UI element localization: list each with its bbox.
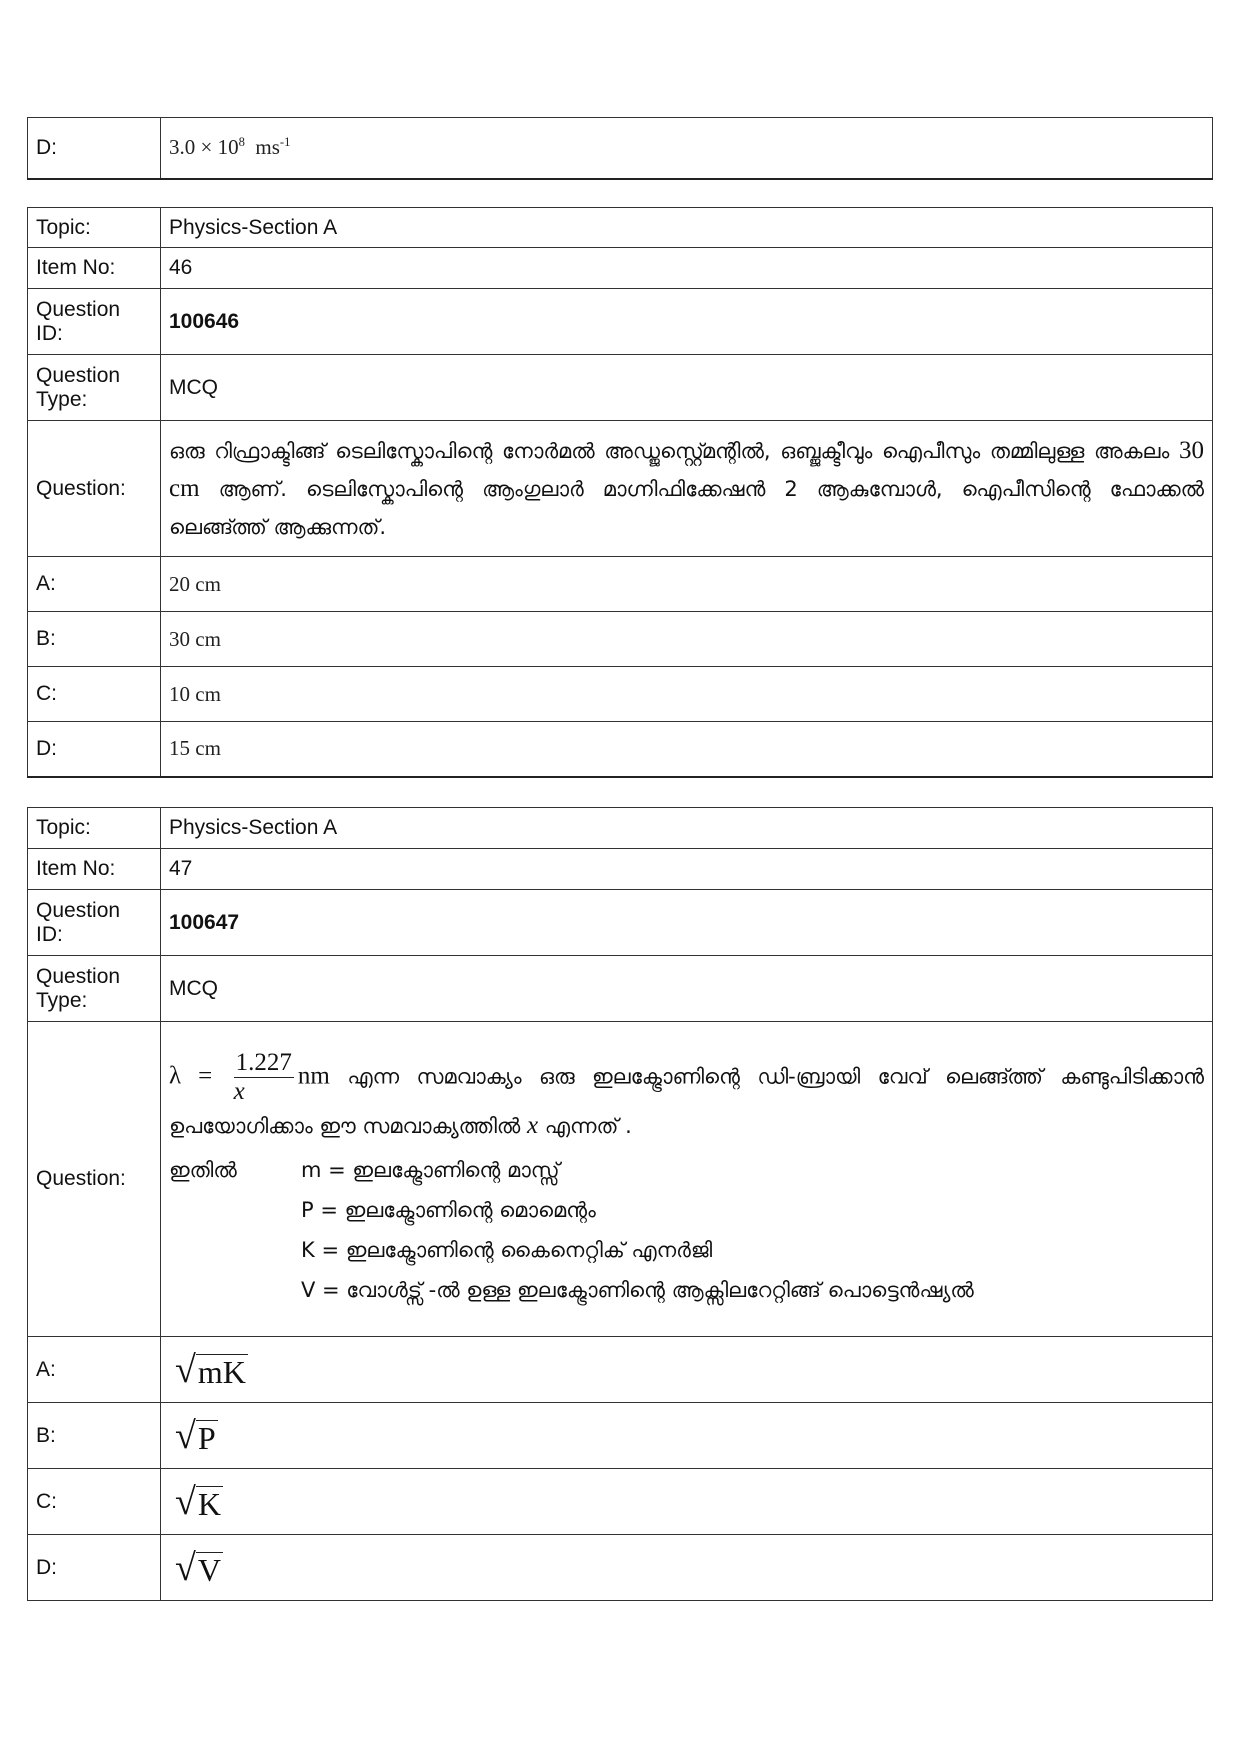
fraction xyxy=(234,1049,294,1106)
option-c-value: 10 cm xyxy=(161,667,1213,722)
option-d-value xyxy=(161,1535,1213,1601)
item-no-value: 47 xyxy=(161,849,1213,890)
sqrt-expression: √ mK xyxy=(175,1348,246,1391)
option-c-label: C: xyxy=(28,1469,161,1535)
unit: nm xyxy=(297,1062,330,1089)
question-id-label: Question ID: xyxy=(28,289,161,355)
question-text: ഒരു റിഫ്രാക്ടിങ്ങ് ടെലിസ്കോപിന്റെ നോർമൽ അഡ്ജസ്റ്റ്മെന്റിൽ, ഒബ്ജക്ടീവും ഐപീസും തമ്മിലുള്ള അകലം 30 cm ആണ്. ടെലിസ്കോപിന്റെ ആംഗുലാർ മാഗ്നിഫിക്കേഷൻ 2 ആകുമ്പോൾ, ഐപീസിന്റെ ഫോക്കൽ ലെങ്ങ്ത്ത് ആക്കുന്നത്. xyxy=(161,421,1213,557)
option-d-value: 15 cm xyxy=(161,722,1213,777)
question-type-value: MCQ xyxy=(161,956,1213,1022)
definition-row: K = ഇലക്ട്രോണിന്റെ കൈനെറ്റിക് എനർജി xyxy=(301,1237,713,1262)
fraction-denominator: x xyxy=(233,1077,245,1105)
option-d-label: D: xyxy=(28,722,161,777)
option-a-label: A: xyxy=(28,1337,161,1403)
question-id-value: 100646 xyxy=(161,289,1213,355)
item-no-label: Item No: xyxy=(28,849,161,890)
question-label: Question: xyxy=(28,1022,161,1337)
option-d-label: D: xyxy=(28,1535,161,1601)
option-c-value xyxy=(161,1469,1213,1535)
sqrt-expression: √ K xyxy=(175,1480,221,1523)
item-no-value: 46 xyxy=(161,248,1213,289)
question-type-label: Question Type: xyxy=(28,956,161,1022)
question-type-value: MCQ xyxy=(161,355,1213,421)
option-d-label: D: xyxy=(28,118,161,179)
definitions-heading: ഇതിൽ xyxy=(169,1157,237,1182)
sqrt-expression: √ V xyxy=(175,1546,221,1589)
topic-value: Physics-Section A xyxy=(161,808,1213,849)
option-a-value: 20 cm xyxy=(161,557,1213,612)
topic-label: Topic: xyxy=(28,208,161,248)
option-a-value xyxy=(161,1337,1213,1403)
option-a-label: A: xyxy=(28,557,161,612)
option-b-value: 30 cm xyxy=(161,612,1213,667)
option-b-label: B: xyxy=(28,1403,161,1469)
sqrt-expression: √ P xyxy=(175,1414,216,1457)
definition-row: V = വോൾട്സ് -ൽ ഉള്ള ഇലക്ട്രോണിന്റെ ആക്സിലറേറ്റിങ്ങ് പൊട്ടെൻഷ്യൽ xyxy=(301,1277,974,1302)
option-b-value xyxy=(161,1403,1213,1469)
lambda-symbol: λ = xyxy=(169,1062,213,1089)
definition-row: ഇതിൽ m = ഇലക്ട്രോണിന്റെ മാസ്സ് xyxy=(169,1150,1204,1190)
option-c-label: C: xyxy=(28,667,161,722)
option-d-value: $3.0 \times 10^8$ $ms^{-1}$ xyxy=(161,118,1213,179)
question-text: λ = $\frac{1.227}{x}$ nm എന്ന സമവാക്യം ഒരു ഇലക്ട്രോണിന്റെ ഡി-ബ്രായി വേവ് ലെങ്ങ്ത്ത് കണ്ടുപിടിക്കാൻ ഉപയോഗിക്കാം ഈ സമവാക്യത്തിൽ x എന്നത് . ഇതിൽ m = ഇലക്ട്രോണിന്റെ മാസ്സ് P = ഇലക്ട്രോണിന്റെ മൊമെന്റം K = ഇലക്ട്രോണിന്റെ കൈനെറ്റിക് എനർജി V = വോൾട്സ് -ൽ ഉള്ള ഇലക്ട്രോണിന്റെ ആക്സിലറേറ്റിങ്ങ് പൊട്ടെൻഷ്യൽ xyxy=(161,1022,1213,1337)
fraction-numerator: 1.227 xyxy=(235,1048,292,1076)
question-47-table xyxy=(27,807,1213,1601)
definitions xyxy=(169,1150,1204,1310)
topic-label: Topic: xyxy=(28,808,161,849)
question-label: Question: xyxy=(28,421,161,557)
prev-question-table xyxy=(27,117,1213,180)
item-no-label: Item No: xyxy=(28,248,161,289)
question-id-value: 100647 xyxy=(161,890,1213,956)
topic-value: Physics-Section A xyxy=(161,208,1213,248)
question-type-label: Question Type: xyxy=(28,355,161,421)
option-b-label: B: xyxy=(28,612,161,667)
question-46-table xyxy=(27,207,1213,778)
question-id-label: Question ID: xyxy=(28,890,161,956)
definition-row: P = ഇലക്ട്രോണിന്റെ മൊമെന്റം xyxy=(301,1197,596,1222)
